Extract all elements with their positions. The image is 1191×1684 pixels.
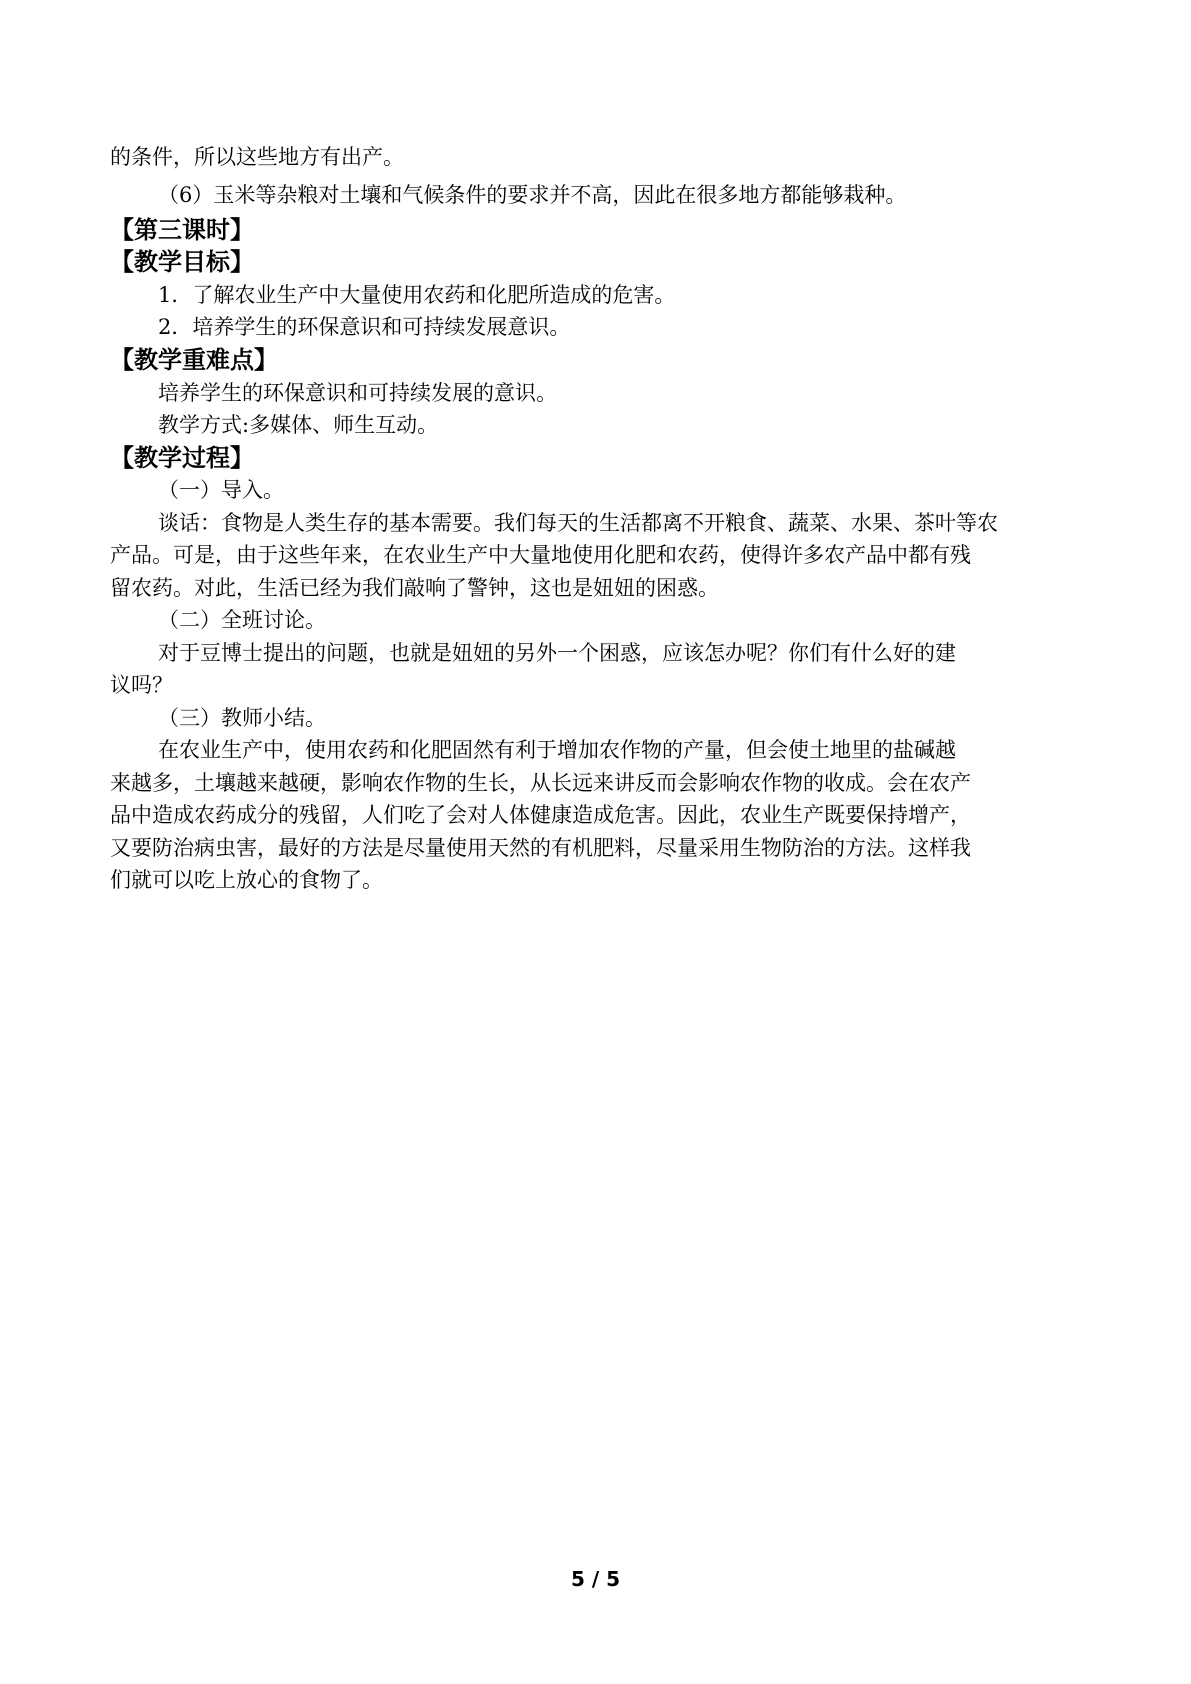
paragraph-line: 们就可以吃上放心的食物了。 — [110, 868, 383, 892]
paragraph-line: 留农药。对此，生活已经为我们敲响了警钟，这也是妞妞的困惑。 — [110, 576, 719, 600]
subsection-label: （二）全班讨论。 — [158, 608, 326, 632]
paragraph-line: 培养学生的环保意识和可持续发展的意识。 — [158, 381, 557, 405]
subsection-label: （三）教师小结。 — [158, 706, 326, 730]
subsection-label: （一）导入。 — [158, 478, 284, 502]
paragraph-line: 品中造成农药成分的残留，人们吃了会对人体健康造成危害。因此，农业生产既要保持增产， — [110, 803, 971, 827]
paragraph-line: 的条件，所以这些地方有出产。 — [110, 145, 404, 169]
paragraph-line: 议吗？ — [110, 673, 173, 697]
section-heading: 【教学目标】 — [110, 248, 254, 276]
list-item: 1．了解农业生产中大量使用农药和化肥所造成的危害。 — [158, 283, 676, 307]
paragraph-line: 来越多，土壤越来越硬，影响农作物的生长，从长远来讲反而会影响农作物的收成。会在农产 — [110, 771, 971, 795]
paragraph-line: 产品。可是，由于这些年来，在农业生产中大量地使用化肥和农药，使得许多农产品中都有残 — [110, 543, 971, 567]
paragraph-line: 对于豆博士提出的问题，也就是妞妞的另外一个困惑，应该怎办呢？你们有什么好的建 — [158, 641, 956, 665]
section-heading: 【教学过程】 — [110, 444, 254, 472]
list-item: 2．培养学生的环保意识和可持续发展意识。 — [158, 315, 571, 339]
page-number: 5 / 5 — [570, 1567, 621, 1591]
paragraph-line: 又要防治病虫害，最好的方法是尽量使用天然的有机肥料，尽量采用生物防治的方法。这样我 — [110, 836, 971, 860]
section-heading: 【第三课时】 — [110, 216, 254, 244]
paragraph-line: 谈话：食物是人类生存的基本需要。我们每天的生活都离不开粮食、蔬菜、水果、茶叶等农 — [158, 511, 998, 535]
paragraph-line: （6）玉米等杂粮对土壤和气候条件的要求并不高，因此在很多地方都能够栽种。 — [158, 183, 907, 207]
paragraph-line: 教学方式:多媒体、师生互动。 — [158, 413, 439, 437]
section-heading: 【教学重难点】 — [110, 346, 278, 374]
paragraph-line: 在农业生产中，使用农药和化肥固然有利于增加农作物的产量，但会使土地里的盐碱越 — [158, 738, 956, 762]
